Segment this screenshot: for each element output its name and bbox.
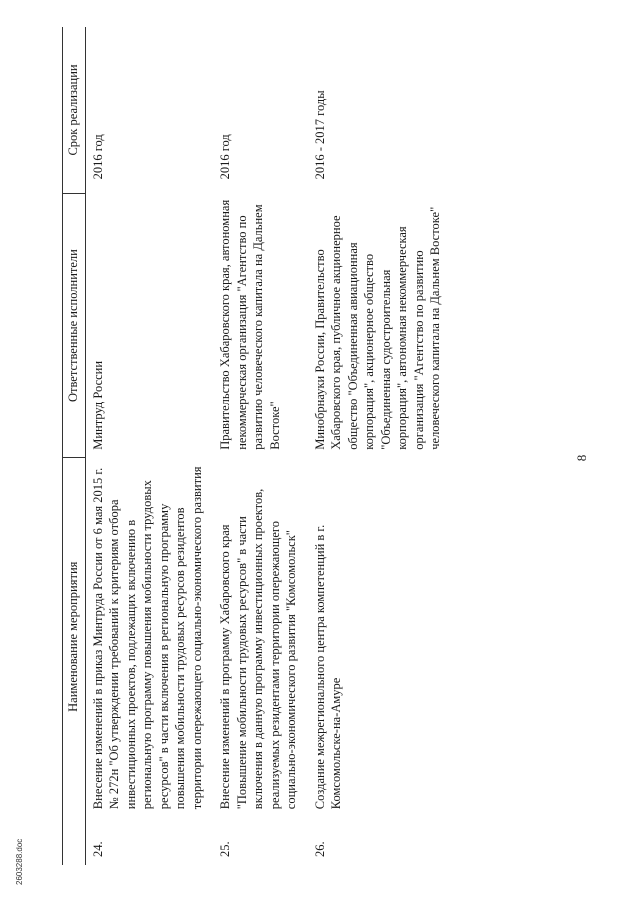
responsible-executors: Правительство Хабаровского края, автономная некоммерческая организация "Агентство по развитию человеческого капитала на Дальнем Востоке" — [218, 199, 282, 450]
measures-table — [62, 27, 452, 865]
measure-name: Внесение изменений в программу Хабаровского края "Повышение мобильности трудовых ресурсов" в части включения в данную программу инвестиционных проектов, реализуемых резидентами территории опережающего социально-экономического развития "Комсомольск" — [218, 488, 298, 810]
table-row — [308, 27, 452, 865]
implementation-term: 2016 год — [90, 134, 105, 180]
implementation-term: 2016 год — [218, 134, 232, 180]
table-row — [213, 27, 308, 865]
responsible-executors: Минобрнауки России, Правительство Хабаровского края, публичное акционерное общество "Объединенная авиационная корпорация", акционерное общество "Объединенная судостроительная корпорация", автономная некоммерческая организация "Агентство по развитию человеческого капитала на Дальнем Востоке" — [312, 206, 442, 450]
table-header-row — [63, 27, 86, 865]
row-number: 25. — [218, 841, 232, 857]
table-row — [85, 27, 213, 865]
header-term: Срок реализации — [63, 27, 86, 193]
implementation-term: 2016 - 2017 годы — [312, 90, 327, 180]
document-filename: 2603288.doc — [15, 838, 24, 885]
row-number: 24. — [90, 841, 105, 857]
page-number: 8 — [574, 454, 589, 462]
header-name: Наименование мероприятия — [63, 458, 86, 815]
header-number — [63, 815, 86, 865]
responsible-executors: Минтруд России — [90, 360, 105, 450]
row-number: 26. — [312, 841, 327, 857]
header-responsible: Ответственные исполнители — [63, 193, 86, 457]
measure-name: Создание межрегионального центра компетенций в г. Комсомольске-на-Амуре — [312, 524, 343, 810]
measure-name: Внесение изменений в приказ Минтруда России от 6 мая 2015 г. № 272н "Об утверждении требований к критериям отбора инвестиционных проектов, подлежащих включению в региональную программу повышения мобильности трудовых ресурсов" в части включения в региональную программу повышения мобильности трудовых ресурсов резидентов территории опережающего социально-экономического развития — [90, 466, 204, 810]
